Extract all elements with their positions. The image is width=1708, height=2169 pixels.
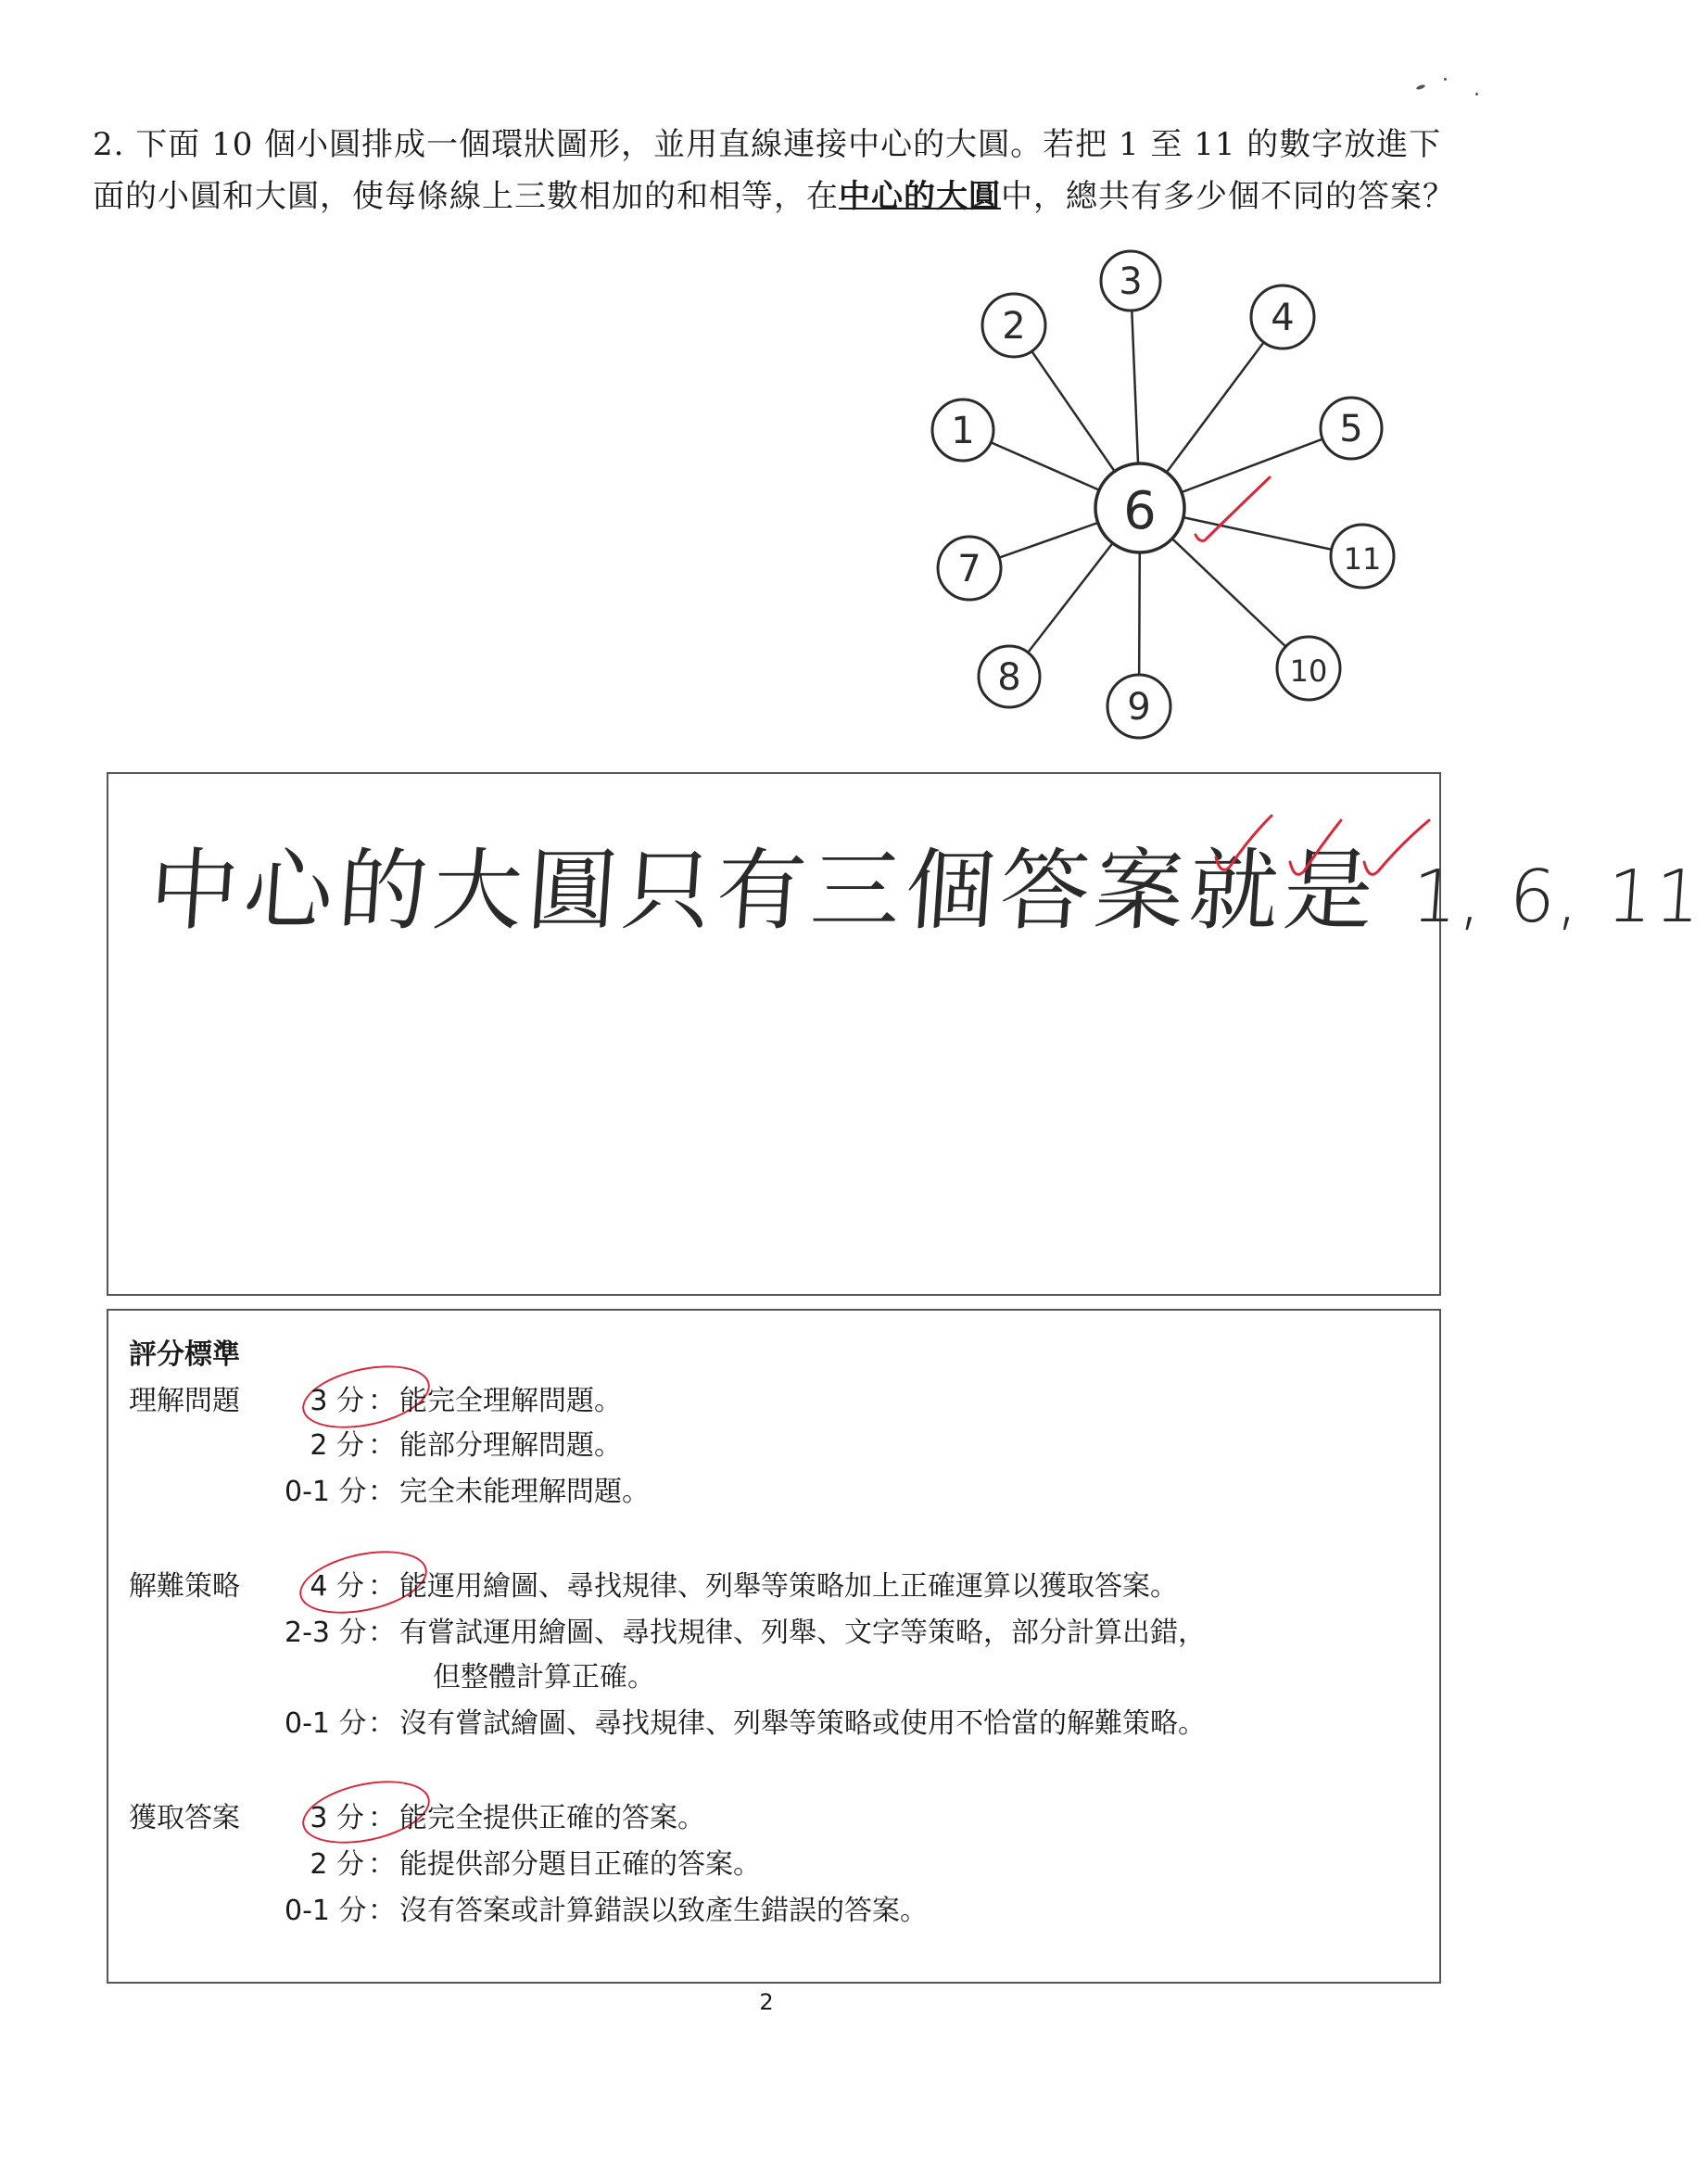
- criterion-desc: 能部分理解問題。: [399, 1429, 622, 1462]
- criterion-score: 2 分: [310, 1848, 364, 1881]
- outer-circle-label: 2: [1002, 305, 1026, 348]
- handwritten-answer: [145, 820, 1708, 947]
- scan-speck: [1444, 78, 1447, 81]
- criterion-score: 0-1 分: [285, 1476, 367, 1508]
- rubric-section-title: 理解問題: [129, 1385, 240, 1417]
- rubric-criterion: 0-1 分： 沒有答案或計算錯誤以致產生錯誤的答案。: [285, 1887, 928, 1928]
- criterion-score: 3 分: [310, 1385, 364, 1417]
- outer-circle-label: 4: [1271, 297, 1295, 339]
- criterion-score: 0-1 分: [285, 1895, 367, 1927]
- question-body: 下面 10 個小圓排成一個環狀圖形，並用直線連接中心的大圓。若把 1 至 11 的數字放進下面的小圓和大圓，使每條線上三數相加的和相等，在: [93, 126, 1442, 215]
- star-diagram: [871, 246, 1427, 765]
- rubric-box: [107, 1309, 1441, 1984]
- answer-box: [107, 772, 1706, 1296]
- rubric-criterion: 0-1 分： 完全未能理解問題。: [285, 1468, 650, 1509]
- rubric-section-title: 獲取答案: [129, 1802, 240, 1834]
- criterion-desc: 完全未能理解問題。: [399, 1476, 650, 1508]
- outer-circle-label: 3: [1119, 260, 1143, 303]
- criterion-desc: 有嘗試運用繪圖、尋找規律、列舉、文字等策略，部分計算出錯，: [399, 1617, 1206, 1649]
- rubric-criterion: 2-3 分： 有嘗試運用繪圖、尋找規律、列舉、文字等策略，部分計算出錯，: [285, 1609, 1206, 1650]
- criterion-score: 4 分: [310, 1570, 364, 1603]
- outer-circle-label: 8: [997, 656, 1021, 699]
- scan-speck: [1416, 83, 1426, 90]
- question-tail: 中，總共有多少個不同的答案？: [1001, 178, 1455, 215]
- criterion-score: 3 分: [310, 1802, 364, 1834]
- check-mark-icon: [1364, 820, 1429, 874]
- rubric-criterion: 4 分 ： 能運用繪圖、尋找規律、列舉等策略加上正確運算以獲取答案。: [285, 1563, 1178, 1604]
- criterion-score: 2-3 分: [285, 1617, 367, 1649]
- handwritten-answer-text: 中心的大圓只有三個答案就是: [145, 839, 1383, 943]
- rubric-criterion: 2 分 ： 能部分理解問題。: [285, 1422, 622, 1463]
- criterion-desc: 沒有答案或計算錯誤以致產生錯誤的答案。: [399, 1895, 928, 1927]
- outer-circle-label: 1: [951, 410, 975, 452]
- outer-circle-label: 9: [1127, 686, 1151, 729]
- outer-circle-label: 5: [1339, 408, 1363, 450]
- outer-circle-label: 7: [957, 548, 981, 590]
- check-mark-icon: [1196, 477, 1270, 540]
- scan-speck: [1475, 93, 1478, 95]
- criterion-desc: 沒有嘗試繪圖、尋找規律、列舉等策略或使用不恰當的解難策略。: [399, 1707, 1206, 1740]
- rubric-criterion-continued: 但整體計算正確。: [433, 1661, 655, 1693]
- criterion-desc: 能完全理解問題。: [399, 1385, 622, 1417]
- rubric-criterion: 3 分 ： 能完全提供正確的答案。: [285, 1795, 705, 1835]
- rubric-criterion: 2 分 ： 能提供部分題目正確的答案。: [285, 1841, 761, 1882]
- rubric-criterion: 0-1 分： 沒有嘗試繪圖、尋找規律、列舉等策略或使用不恰當的解難策略。: [285, 1700, 1206, 1741]
- rubric-criterion: 3 分 ： 能完全理解問題。: [285, 1377, 622, 1418]
- rubric-section-title: 解難策略: [129, 1570, 240, 1603]
- criterion-desc: 能運用繪圖、尋找規律、列舉等策略加上正確運算以獲取答案。: [399, 1570, 1178, 1603]
- center-circle-label: 6: [1123, 481, 1157, 541]
- criterion-score: 2 分: [310, 1429, 364, 1462]
- star-diagram-svg: [871, 246, 1427, 765]
- question-number: 2.: [93, 126, 125, 163]
- page-number: 2: [759, 1989, 774, 2015]
- question-emphasis: 中心的大圓: [839, 178, 1001, 215]
- criterion-score: 0-1 分: [285, 1707, 367, 1740]
- question-text: [93, 119, 1455, 222]
- rubric-title: 評分標準: [129, 1338, 240, 1371]
- grading-ticks: [1202, 802, 1443, 904]
- criterion-desc: 能提供部分題目正確的答案。: [399, 1848, 761, 1881]
- outer-circle-label: 10: [1289, 653, 1328, 689]
- check-mark-icon: [1290, 820, 1341, 874]
- handwritten-answer-digits: 1, 6, 11: [1409, 856, 1706, 939]
- criterion-desc: 能完全提供正確的答案。: [399, 1802, 705, 1834]
- outer-circle-label: 11: [1343, 541, 1382, 577]
- check-mark-icon: [1216, 816, 1272, 869]
